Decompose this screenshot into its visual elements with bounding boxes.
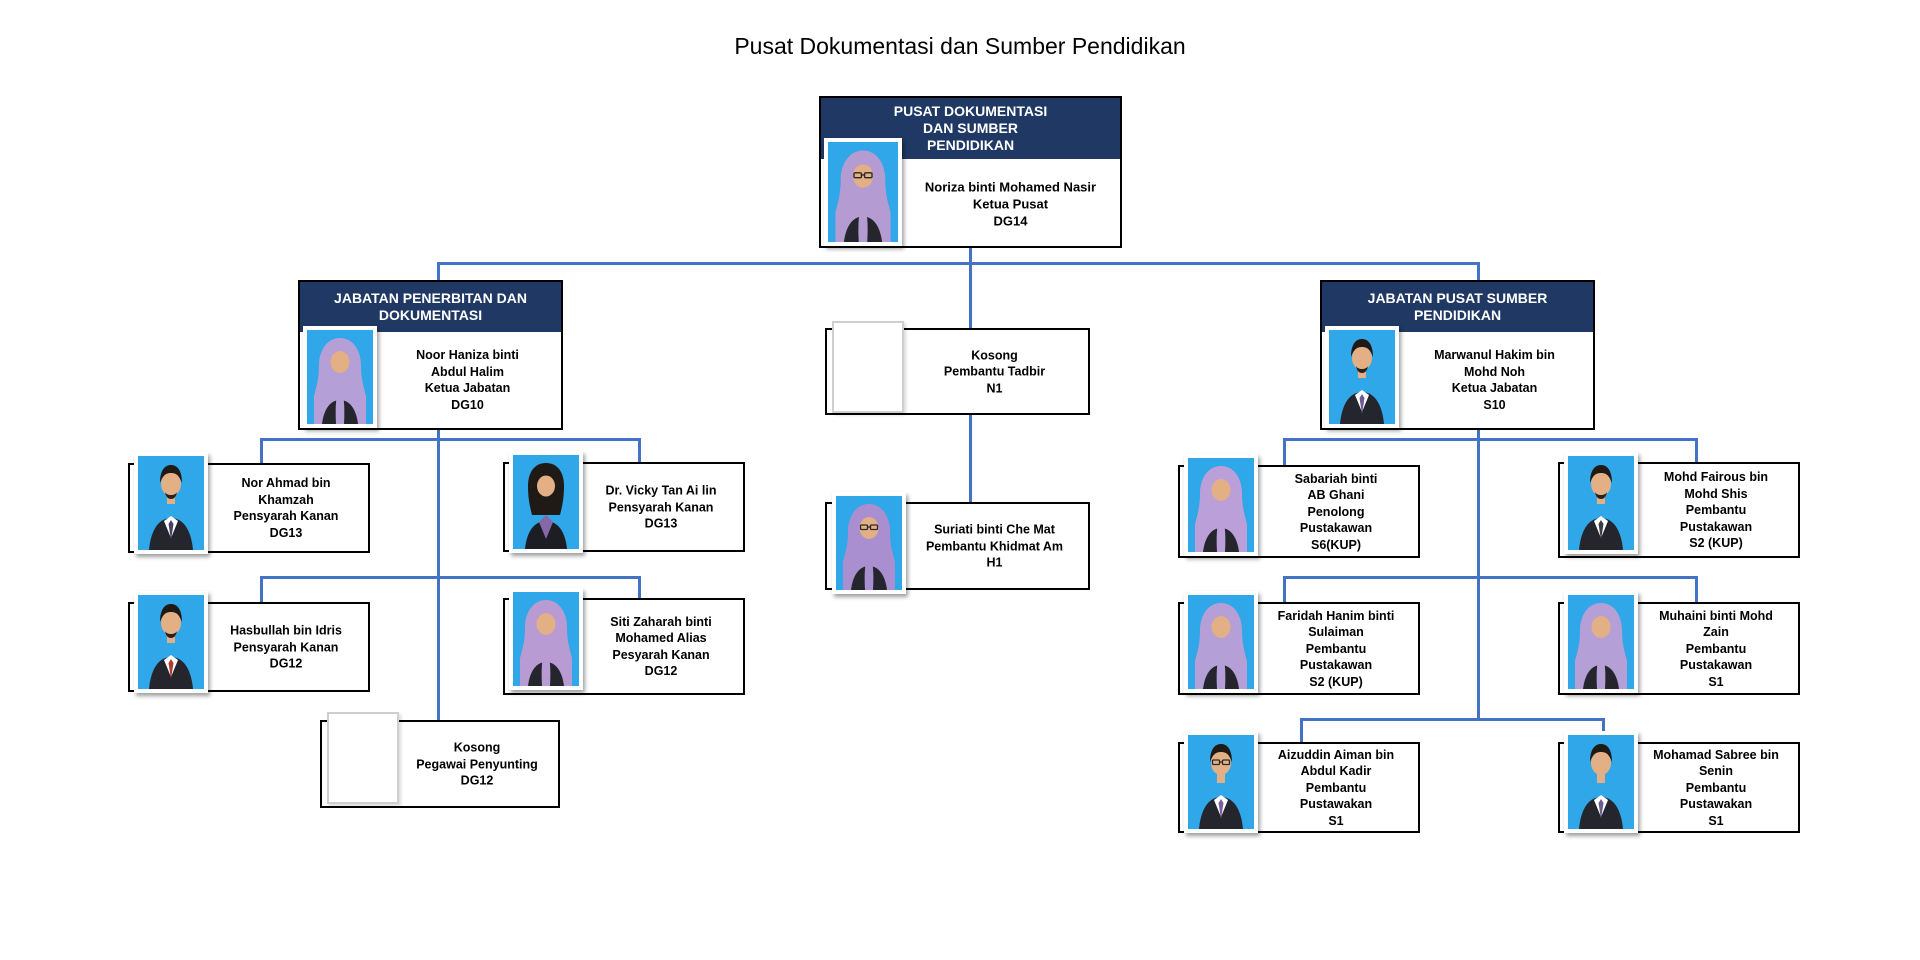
dept-penerbitan-header: JABATAN PENERBITAN DAN DOKUMENTASI [300,282,561,332]
portrait-noor-haniza [303,326,377,428]
portrait-sabree [1564,731,1638,833]
person-text-kosong-tadbir: Kosong Pembantu Tadbir N1 [943,347,1046,395]
org-card-dept-sumber [1320,280,1595,430]
connector-drop-siti [638,576,641,599]
connector-left-row2-horizontal [260,576,641,579]
person-text-hasbullah: Hasbullah bin Idris Pensyarah Kanan DG12 [230,623,342,671]
org-card-dept-penerbitan [298,280,563,430]
person-text-fairous: Mohd Fairous bin Mohd Shis Pembantu Pustakawan S2 (KUP) [1663,469,1769,550]
connector-main-horizontal [437,262,1480,265]
portrait-aizuddin [1184,731,1258,833]
person-text-sabariah: Sabariah binti AB Ghani Penolong Pustakawan S6(KUP) [1294,471,1378,552]
person-text-kosong-penyunting: Kosong Pegawai Penyunting DG12 [416,740,538,788]
org-card-kosong-penyunting [320,720,560,808]
dept-sumber-header: JABATAN PUSAT SUMBER PENDIDIKAN [1322,282,1593,332]
person-text-siti-zaharah: Siti Zaharah binti Mohamed Alias Pesyarah Kanan DG12 [610,614,712,678]
org-card-muhaini [1558,602,1800,695]
org-card-suriati [825,502,1090,590]
connector-drop-vicky [638,438,641,463]
portrait-nor-ahmad [134,452,208,554]
connector-tadbir-to-suriati [969,415,972,503]
org-card-kosong-tadbir [825,328,1090,415]
org-card-vicky [503,462,745,552]
org-card-siti-zaharah [503,598,745,695]
connector-right-row1-horizontal [1283,438,1698,441]
page-title: Pusat Dokumentasi dan Sumber Pendidikan [734,33,1186,59]
person-text-sabree: Mohamad Sabree bin Senin Pembantu Pustawakan S1 [1653,747,1779,828]
portrait-faridah [1184,591,1258,693]
org-card-aizuddin [1178,742,1420,833]
empty-photo-placeholder-tadbir [832,321,904,413]
org-card-sabariah [1178,465,1420,558]
connector-left-row1-horizontal [260,438,641,441]
org-card-sabree [1558,742,1800,833]
person-text-noriza: Noriza binti Mohamed Nasir Ketua Pusat DG14 [924,179,1097,228]
org-card-hasbullah [128,602,370,692]
portrait-siti-zaharah [509,588,583,690]
person-text-muhaini: Muhaini binti Mohd Zain Pembantu Pustakawan S1 [1659,608,1773,689]
person-text-faridah: Faridah Hanim binti Sulaiman Pembantu Pustakawan S2 (KUP) [1277,608,1395,689]
portrait-sabariah [1184,454,1258,556]
portrait-hasbullah [134,591,208,693]
portrait-marwanul [1325,326,1399,428]
org-card-faridah [1178,602,1420,695]
portrait-muhaini [1564,591,1638,693]
org-card-pusat-dokumentasi [819,96,1122,248]
person-text-nor-ahmad: Nor Ahmad bin Khamzah Pensyarah Kanan DG13 [233,476,339,540]
connector-drop-hasbullah [260,576,263,603]
person-text-noor-haniza: Noor Haniza binti Abdul Halim Ketua Jabatan DG10 [416,348,519,412]
connector-drop-sabariah [1283,438,1286,466]
person-text-suriati: Suriati binti Che Mat Pembantu Khidmat Am H1 [925,522,1064,570]
connector-right-row3-horizontal [1300,718,1605,721]
org-card-fairous [1558,462,1800,558]
connector-right-spine [1477,430,1480,720]
portrait-noriza [824,138,902,246]
empty-photo-placeholder-penyunting [327,712,399,804]
person-text-marwanul: Marwanul Hakim bin Mohd Noh Ketua Jabatan S10 [1434,348,1555,412]
org-card-nor-ahmad [128,463,370,553]
connector-drop-right-dept [1477,262,1480,280]
root-header: PUSAT DOKUMENTASI DAN SUMBER PENDIDIKAN [821,98,1120,159]
person-text-aizuddin: Aizuddin Aiman bin Abdul Kadir Pembantu Pustawakan S1 [1277,747,1395,828]
connector-right-row2-horizontal [1283,576,1698,579]
portrait-suriati [832,492,906,594]
portrait-vicky [509,451,583,553]
connector-drop-faridah [1283,576,1286,603]
connector-drop-muhaini [1695,576,1698,603]
portrait-fairous [1564,452,1638,554]
person-text-vicky: Dr. Vicky Tan Ai lin Pensyarah Kanan DG13 [605,483,717,531]
connector-drop-left-dept [437,262,440,280]
connector-root-to-tadbir [969,248,972,328]
connector-drop-nor-ahmad [260,438,263,464]
connector-drop-fairous [1695,438,1698,463]
connector-drop-aizuddin [1300,718,1303,743]
